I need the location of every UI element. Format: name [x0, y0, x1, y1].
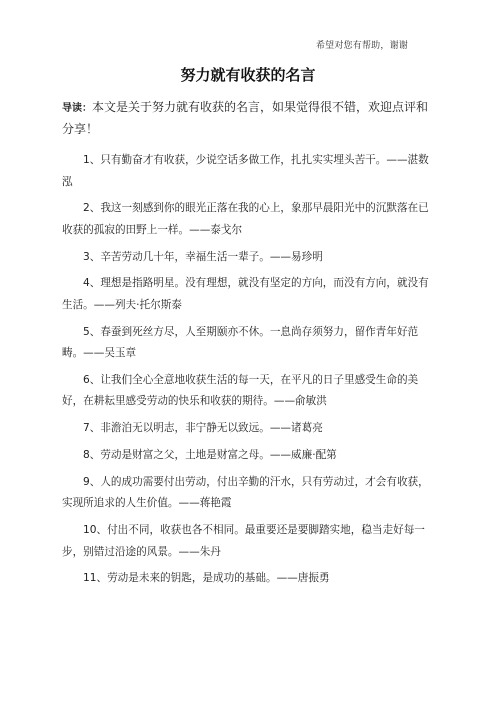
quote-item: 2、我这一刻感到你的眼光正落在我的心上，象那早晨阳光中的沉默落在已收获的孤寂的田野上一样。——泰戈尔: [62, 202, 429, 236]
quote-item: 7、非澹泊无以明志，非宁静无以致远。——诸葛亮: [83, 422, 323, 435]
intro-label: 导读：: [62, 103, 92, 114]
intro-text: 本文是关于努力就有收获的名言，如果觉得很不错，欢迎点评和分享！: [62, 100, 429, 136]
quote-item: 4、理想是指路明星。没有理想，就没有坚定的方向，而没有方向，就没有生活。——列夫·托尔斯泰: [62, 277, 429, 311]
header-note: 希望对您有帮助，谢谢: [315, 41, 408, 51]
quote-list: [62, 150, 436, 595]
intro-paragraph: [62, 97, 436, 140]
quote-item: 3、辛苦劳动几十年，幸福生活一辈子。——易珍明: [83, 250, 323, 263]
quote-item: 1、只有勤奋才有收获，少说空话多做工作，扎扎实实埋头苦干。——湛数泓: [62, 154, 429, 188]
quote-item: 11、劳动是未来的钥匙，是成功的基础。——唐振勇: [83, 572, 330, 585]
quote-item: 6、让我们全心全意地收获生活的每一天，在平凡的日子里感受生命的美好，在耕耘里感受劳动的快乐和收获的期待。——俞敏洪: [62, 373, 419, 408]
quote-item: 5、春蚕到死丝方尽，人至期颐亦不休。一息尚存须努力，留作青年好范畴。——吴玉章: [62, 325, 419, 360]
quote-item: 10、付出不同，收获也各不相同。最重要还是要脚踏实地，稳当走好每一步，别错过沿途的风景。——朱丹: [62, 524, 425, 558]
quote-item: 8、劳动是财富之父，土地是财富之母。——威廉·配第: [83, 449, 337, 462]
page-title: 努力就有收获的名言: [180, 66, 316, 84]
quote-item: 9、人的成功需要付出劳动，付出辛勤的汗水，只有劳动过，才会有收获，实现所追求的人生价值。——蒋艳霞: [62, 475, 429, 510]
